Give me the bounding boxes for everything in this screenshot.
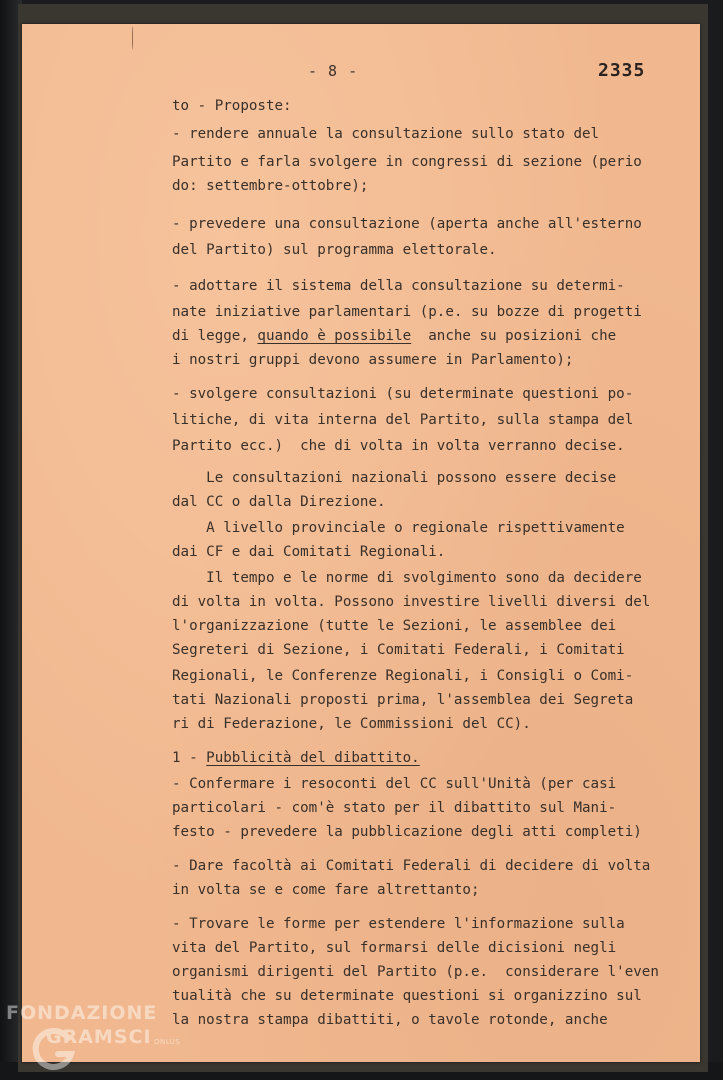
text-line: in volta se e come fare altrettanto; [172, 882, 480, 898]
text-line: - rendere annuale la consultazione sullo stato del [172, 126, 600, 142]
text-line: ri di Federazione, le Commissioni del CC). [172, 716, 531, 732]
text-line: Partito e farla svolgere in congressi di sezione (perio [172, 154, 642, 170]
text-line: del Partito) sul programma elettorale. [172, 242, 497, 258]
text-line: tualità che su determinate questioni si organizzino sul [172, 988, 642, 1004]
page-number: - 8 - [308, 62, 359, 80]
text-segment: di legge, [172, 328, 258, 344]
text-line: A livello provinciale o regionale rispettivamente [172, 520, 625, 536]
document-page [22, 24, 700, 1062]
section-heading: Pubblicità del dibattito. [206, 750, 420, 766]
text-line: dal CC o dalla Direzione. [172, 494, 386, 510]
section-heading-line [172, 748, 420, 768]
text-line: organismi dirigenti del Partito (p.e. considerare l'even [172, 964, 659, 980]
text-line: particolari - com'è stato per il dibattito sul Mani- [172, 800, 617, 816]
text-line: di volta in volta. Possono investire livelli diversi del [172, 594, 651, 610]
text-line: Il tempo e le norme di svolgimento sono da decidere [172, 570, 642, 586]
underlined-phrase: quando è possibile [257, 328, 412, 344]
text-line: la nostra stampa dibattiti, o tavole rotonde, anche [172, 1012, 608, 1028]
text-line: l'organizzazione (tutte le Sezioni, le assemblee dei [172, 618, 617, 634]
text-line: - Dare facoltà ai Comitati Federali di decidere di volta [172, 858, 651, 874]
text-line: Regionali, le Conferenze Regionali, i Consigli o Comi- [172, 668, 634, 684]
watermark-line-1: FONDAZIONE [6, 1002, 158, 1024]
text-line-with-underline [172, 326, 616, 346]
paper-fold-mark [132, 26, 135, 50]
fondazione-gramsci-watermark [6, 996, 206, 1066]
text-line: litiche, di vita interna del Partito, sulla stampa del [172, 412, 634, 428]
text-line: - adottare il sistema della consultazione su determi- [172, 278, 625, 294]
text-line: Partito ecc.) che di volta in volta verranno decise. [172, 438, 625, 454]
text-line: Segreteri di Sezione, i Comitati Federali, i Comitati [172, 642, 625, 658]
text-segment: anche su posizioni che [411, 328, 617, 344]
watermark-onlus: ONLUS [154, 1038, 181, 1046]
text-line: nate iniziative parlamentari (p.e. su bozze di progetti [172, 304, 642, 320]
text-line: festo - prevedere la pubblicazione degli atti completi) [172, 824, 642, 840]
text-line: - prevedere una consultazione (aperta anche all'esterno [172, 216, 642, 232]
text-line: dai CF e dai Comitati Regionali. [172, 544, 446, 560]
text-line: vita del Partito, sul formarsi delle dicisioni negli [172, 940, 617, 956]
text-line: to - Proposte: [172, 98, 292, 114]
archive-number: 2335 [598, 60, 646, 81]
text-line: do: settembre-ottobre); [172, 178, 369, 194]
text-line: - Confermare i resoconti del CC sull'Unità (per casi [172, 776, 617, 792]
text-line: - Trovare le forme per estendere l'informazione sulla [172, 916, 625, 932]
text-line: i nostri gruppi devono assumere in Parlamento); [172, 352, 574, 368]
text-line: - svolgere consultazioni (su determinate questioni po- [172, 386, 634, 402]
watermark-line-2: GRAMSCI [46, 1026, 152, 1048]
typed-text-body [172, 24, 672, 1028]
text-line: Le consultazioni nazionali possono essere decise [172, 470, 617, 486]
section-number: 1 - [172, 750, 207, 766]
text-line: tati Nazionali proposti prima, l'assemblea dei Segreta [172, 692, 634, 708]
